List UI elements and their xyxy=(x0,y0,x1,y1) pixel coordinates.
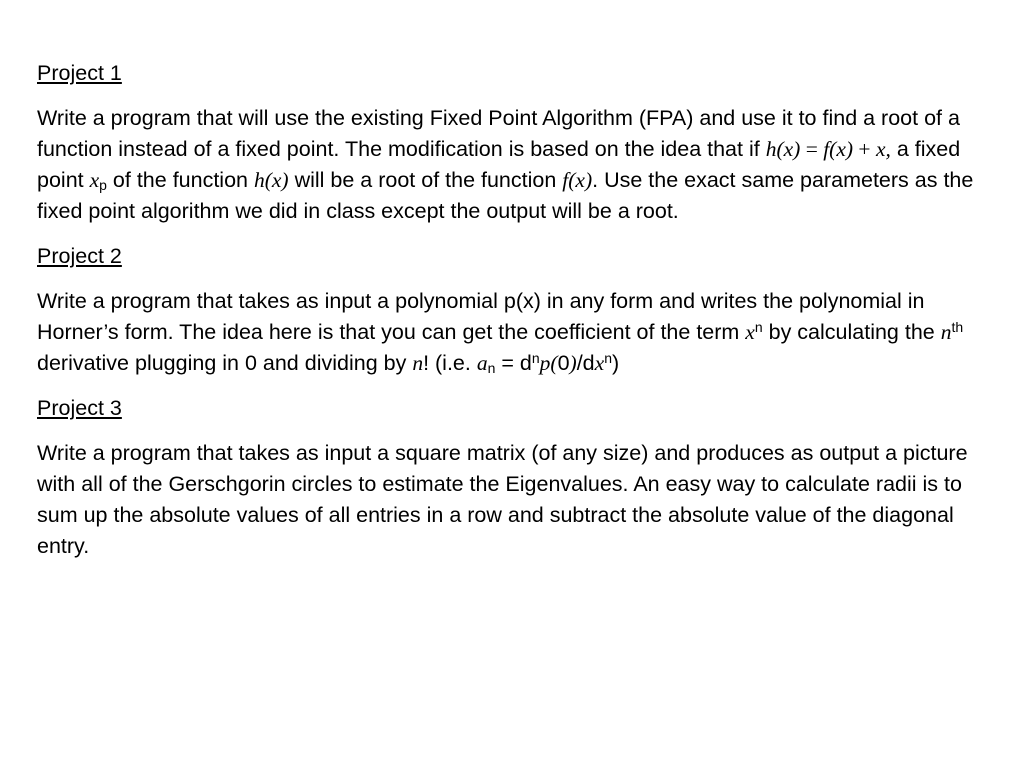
project-3-title: Project 3 xyxy=(37,396,122,420)
project-2-title: Project 2 xyxy=(37,244,122,268)
p1-text-5: . Use the exact same parameters as the fixed point algorithm we did in class except the output will be a root. xyxy=(37,168,974,223)
project-1-title: Project 1 xyxy=(37,61,122,85)
p1-eq-x: x, xyxy=(875,137,891,161)
p1-eq-f: f(x) xyxy=(823,137,854,161)
p2-factorial-n: n xyxy=(412,351,424,375)
p2-dx-x: x xyxy=(594,351,605,375)
p2-nth-n: n xyxy=(940,320,952,344)
p1-h-function: h(x) xyxy=(253,168,289,192)
p2-an-subscript: n xyxy=(487,360,496,376)
p2-text-6: ) xyxy=(611,351,620,375)
p2-xn-x: x xyxy=(745,320,755,344)
p2-dn-superscript: n xyxy=(531,350,540,366)
p1-text-3: of the function xyxy=(106,168,254,192)
p2-text-5: = d xyxy=(495,351,532,375)
p2-an-a: a xyxy=(476,351,488,375)
p1-text-2: a fixed point xyxy=(37,137,961,192)
p2-text-4: ! (i.e. xyxy=(423,351,477,375)
p1-f-function: f(x) xyxy=(562,168,593,192)
p2-text-3: derivative plugging in 0 and dividing by xyxy=(37,351,413,375)
project-1-description xyxy=(37,103,987,227)
p2-dx-superscript: n xyxy=(604,350,612,366)
p2-text-1: Write a program that takes as input a polynomial p(x) in any form and writes the polynomial in Horner’s form. The idea here is that you can get the coefficient of the term xyxy=(37,289,925,344)
slide-content xyxy=(37,58,987,576)
p1-xp-subscript: p xyxy=(99,177,107,193)
p1-eq-h: h(x) xyxy=(765,137,801,161)
p2-nth-superscript: th xyxy=(951,319,964,335)
p1-text-4: will be a root of the function xyxy=(288,168,563,192)
p1-eq-equals: = xyxy=(800,137,824,161)
p2-xn-superscript: n xyxy=(754,319,763,335)
p2-slash-d: /d xyxy=(576,351,595,375)
project-2-description xyxy=(37,286,987,379)
p2-p-open: p( xyxy=(539,351,558,375)
p1-text-1: Write a program that will use the existing Fixed Point Algorithm (FPA) and use it to find a root of a function instead of a fixed point. The modification is based on the idea that if xyxy=(37,106,960,161)
p2-p-close: ) xyxy=(569,351,577,375)
p1-eq-plus: + xyxy=(853,137,876,161)
p2-zero: 0 xyxy=(557,351,570,375)
p2-text-2: by calculating the xyxy=(762,320,941,344)
p1-xp-x: x xyxy=(89,168,100,192)
project-3-description: Write a program that takes as input a square matrix (of any size) and produces as output a picture with all of the Gerschgorin circles to estimate the Eigenvalues. An easy way to calculate radii is to sum up the absolute values of all entries in a row and subtract the absolute value of the diagonal entry. xyxy=(37,441,968,558)
